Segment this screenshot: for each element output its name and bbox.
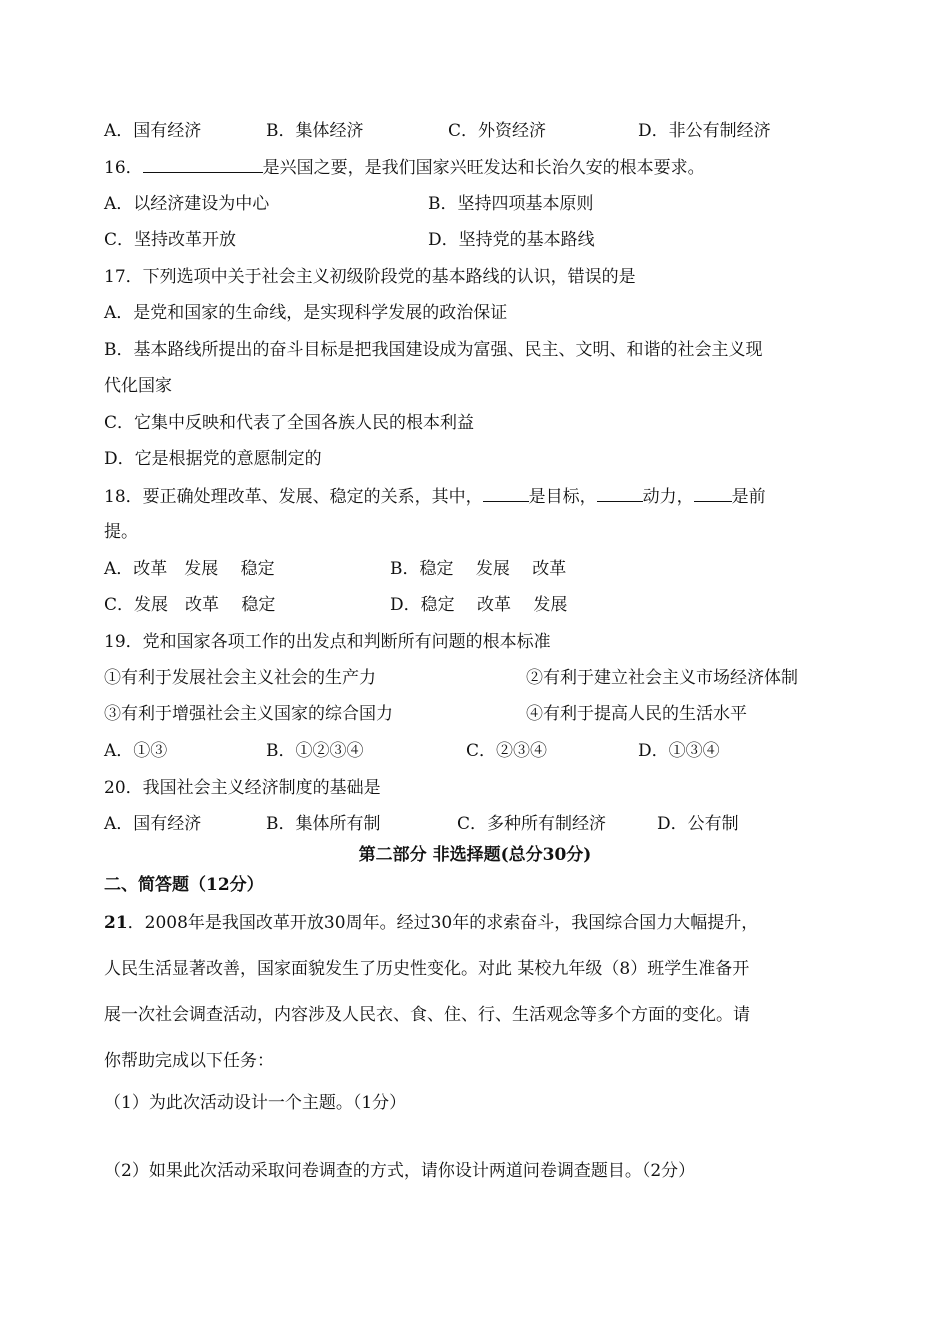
q16-option-d: D．坚持党的基本路线 bbox=[428, 230, 595, 250]
q21-sub-2: （2）如果此次活动采取问卷调查的方式，请你设计两道问卷调查题目。（2分） bbox=[104, 1161, 696, 1181]
q21-text-1: ．2008年是我国改革开放30周年。经过30年的求索奋斗，我国综合国力大幅提升， bbox=[127, 913, 759, 933]
q20-option-d: D．公有制 bbox=[657, 814, 739, 834]
q17-option-a: A．是党和国家的生命线，是实现科学发展的政治保证 bbox=[104, 303, 508, 323]
q18-option-a: A．改革 发展 稳定 bbox=[104, 559, 275, 579]
q19-option-b: B．①②③④ bbox=[266, 741, 364, 761]
q18-text-4: 是前 bbox=[731, 487, 766, 507]
q18-option-c: C．发展 改革 稳定 bbox=[104, 595, 276, 615]
q17-stem: 17．下列选项中关于社会主义初级阶段党的基本路线的认识，错误的是 bbox=[104, 267, 636, 287]
q17-option-c: C．它集中反映和代表了全国各族人民的根本利益 bbox=[104, 413, 475, 433]
q15-option-d: D．非公有制经济 bbox=[638, 121, 771, 141]
q19-option-d: D．①③④ bbox=[638, 741, 720, 761]
q19-option-a: A．①③ bbox=[104, 741, 168, 761]
q15-option-c: C．外资经济 bbox=[448, 121, 547, 141]
q20-option-a: A．国有经济 bbox=[104, 814, 202, 834]
q16-option-b: B．坚持四项基本原则 bbox=[428, 194, 594, 214]
q20-option-c: C．多种所有制经济 bbox=[457, 814, 607, 834]
q17-option-d: D．它是根据党的意愿制定的 bbox=[104, 449, 322, 469]
q21-line-4: 你帮助完成以下任务： bbox=[104, 1051, 274, 1071]
q15-option-b: B．集体经济 bbox=[266, 121, 364, 141]
q19-stem: 19．党和国家各项工作的出发点和判断所有问题的根本标准 bbox=[104, 632, 551, 652]
q18-blank-1 bbox=[483, 485, 529, 502]
section2-title: 二、简答题（12分） bbox=[104, 875, 264, 895]
q16-number: 16． bbox=[104, 158, 143, 178]
q16-text: 是兴国之要，是我们国家兴旺发达和长治久安的根本要求。 bbox=[262, 158, 705, 178]
q19-item-3: ③有利于增强社会主义国家的综合国力 bbox=[104, 704, 393, 724]
q21-line-1 bbox=[104, 912, 758, 934]
q16-stem bbox=[104, 156, 705, 179]
q18-text-2: 是目标， bbox=[528, 487, 597, 507]
q17-option-b-line1: B．基本路线所提出的奋斗目标是把我国建设成为富强、民主、文明、和谐的社会主义现 bbox=[104, 340, 763, 360]
q16-option-c: C．坚持改革开放 bbox=[104, 230, 237, 250]
q21-sub-1: （1）为此次活动设计一个主题。（1分） bbox=[104, 1093, 407, 1113]
q18-text-1: 18．要正确处理改革、发展、稳定的关系，其中， bbox=[104, 487, 483, 507]
q21-number: 21 bbox=[104, 913, 128, 933]
q16-option-a: A．以经济建设为中心 bbox=[104, 194, 270, 214]
q15-option-a: A．国有经济 bbox=[104, 121, 202, 141]
q18-stem-cont: 提。 bbox=[104, 522, 138, 542]
q21-line-2: 人民生活显著改善，国家面貌发生了历史性变化。对此 某校九年级（8）班学生准备开 bbox=[104, 959, 750, 979]
q19-item-4: ④有利于提高人民的生活水平 bbox=[526, 704, 747, 724]
q17-option-b-line2: 代化国家 bbox=[104, 376, 172, 396]
q19-item-2: ②有利于建立社会主义市场经济体制 bbox=[526, 668, 798, 688]
part2-title: 第二部分 非选择题(总分30分) bbox=[358, 845, 592, 865]
q19-option-c: C．②③④ bbox=[466, 741, 548, 761]
q16-blank bbox=[143, 156, 263, 173]
q18-option-d: D．稳定 改革 发展 bbox=[390, 595, 568, 615]
q20-option-b: B．集体所有制 bbox=[266, 814, 381, 834]
q18-blank-2 bbox=[597, 485, 643, 502]
q18-blank-3 bbox=[694, 485, 732, 502]
q21-line-3: 展一次社会调查活动，内容涉及人民衣、食、住、行、生活观念等多个方面的变化。请 bbox=[104, 1005, 750, 1025]
q18-stem bbox=[104, 485, 766, 508]
q18-text-3: 动力， bbox=[642, 487, 694, 507]
q19-item-1: ①有利于发展社会主义社会的生产力 bbox=[104, 668, 376, 688]
q18-option-b: B．稳定 发展 改革 bbox=[390, 559, 567, 579]
q20-stem: 20．我国社会主义经济制度的基础是 bbox=[104, 778, 381, 798]
